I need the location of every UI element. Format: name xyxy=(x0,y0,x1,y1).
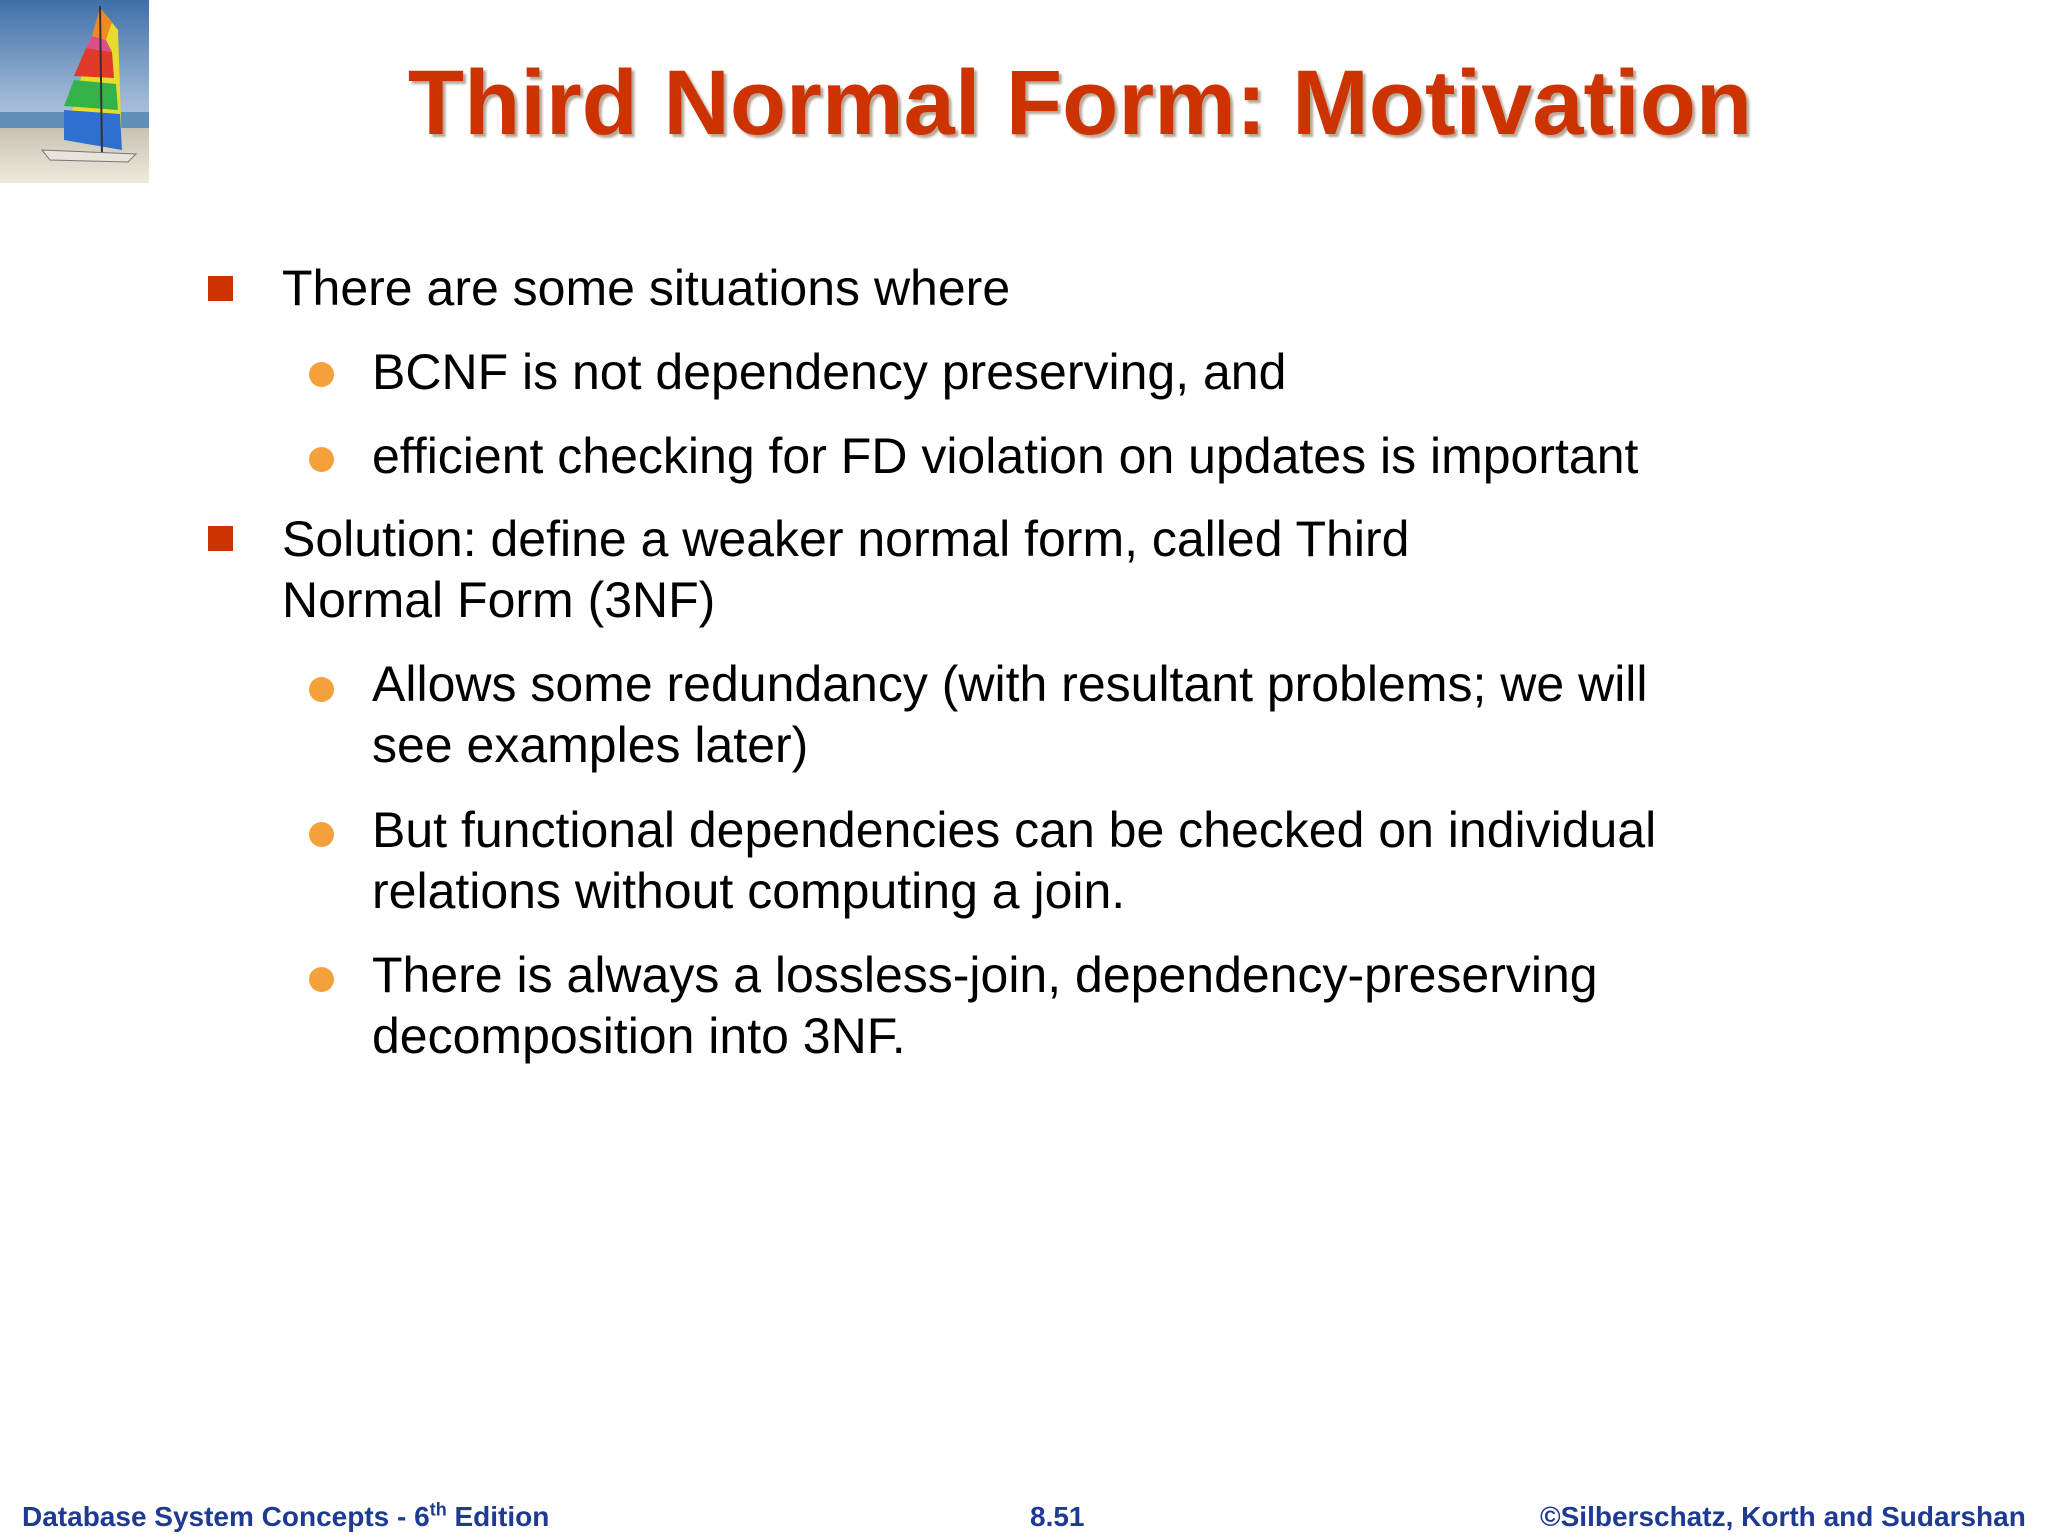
bullet-2-sub-3-text-line-1: There is always a lossless-join, dependency-preserving xyxy=(372,947,1598,1003)
round-bullet-icon xyxy=(309,447,334,472)
footer-copyright: ©Silberschatz, Korth and Sudarshan xyxy=(1540,1501,2026,1532)
round-bullet-icon xyxy=(309,362,334,387)
square-bullet-icon xyxy=(208,526,233,551)
round-bullet-icon xyxy=(309,677,334,702)
bullet-2-sub-1-text-line-1: Allows some redundancy (with resultant problems; we will xyxy=(372,656,1648,712)
bullet-2-sub-1-text-line-2: see examples later) xyxy=(372,717,809,773)
bullet-2-text-line-2: Normal Form (3NF) xyxy=(282,572,716,628)
footer-book-sup: th xyxy=(429,1499,447,1520)
bullet-2-sub-2-text-line-2: relations without computing a join. xyxy=(372,863,1126,919)
round-bullet-icon xyxy=(309,967,334,992)
bullet-2-sub-3-text-line-2: decomposition into 3NF. xyxy=(372,1008,906,1064)
round-bullet-icon xyxy=(309,822,334,847)
slide-title: Third Normal Form: Motivation xyxy=(407,52,1753,154)
footer-book-title xyxy=(22,1500,549,1534)
bullet-1-sub-1-text: BCNF is not dependency preserving, and xyxy=(372,344,1287,400)
bullet-1-sub-2-text: efficient checking for FD violation on updates is important xyxy=(372,428,1639,484)
bullet-1-text: There are some situations where xyxy=(282,260,1011,316)
footer-page-number: 8.51 xyxy=(1030,1501,1085,1532)
square-bullet-icon xyxy=(208,276,233,301)
bullet-2-text-line-1: Solution: define a weaker normal form, called Third xyxy=(282,511,1410,567)
bullet-2-sub-2-text-line-1: But functional dependencies can be checked on individual xyxy=(372,802,1657,858)
footer-book-suffix: Edition xyxy=(446,1501,550,1532)
footer-book-text: Database System Concepts - 6 xyxy=(22,1501,430,1532)
